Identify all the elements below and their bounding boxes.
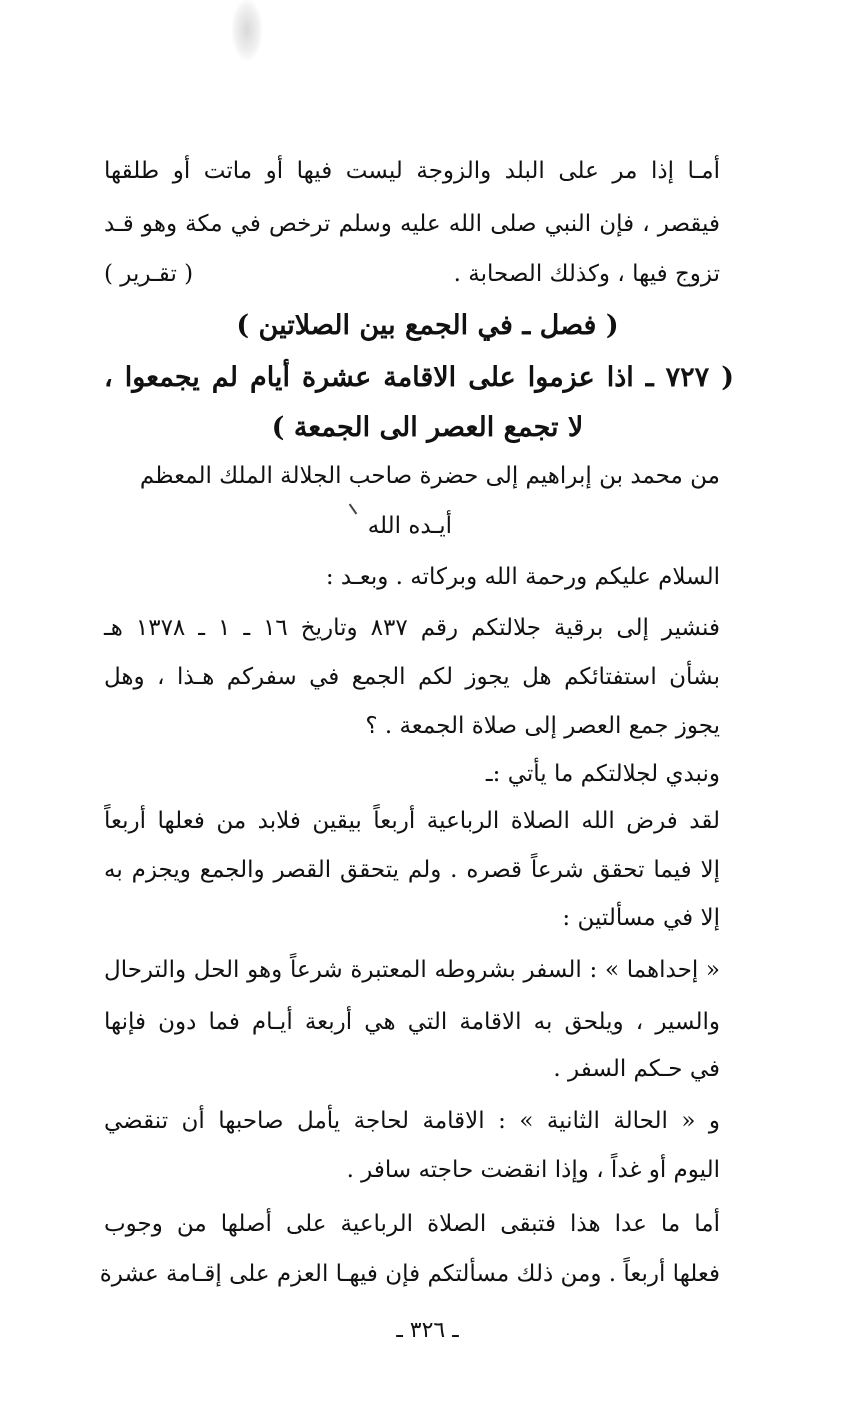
letter-honorific: أيـده الله bbox=[367, 513, 452, 539]
section-heading: ( فصل ـ في الجمع بين الصلاتين ) bbox=[236, 310, 619, 341]
text-line: فيقصر ، فإن النبي صلى الله عليه وسلم ترخص في مكة وهو قـد bbox=[104, 211, 720, 237]
text-line: ونبدي لجلالتكم ما يأتي :ـ bbox=[485, 761, 720, 787]
text-line: اليوم أو غداً ، وإذا انقضت حاجته سافر . bbox=[346, 1157, 720, 1183]
text-line-with-note bbox=[104, 263, 720, 286]
text-line: بشأن استفتائكم هل يجوز لكم الجمع في سفركم هـذا ، وهل bbox=[104, 664, 720, 690]
page-number: ـ ٣٢٦ ـ bbox=[396, 1318, 459, 1343]
text-line: لقد فرض الله الصلاة الرباعية أربعاً بيقين فلابد من فعلها أربعاً bbox=[104, 808, 720, 834]
source-note: ( تقـرير ) bbox=[104, 261, 194, 287]
text-line: يجوز جمع العصر إلى صلاة الجمعة . ؟ bbox=[365, 713, 720, 739]
text-line: تزوج فيها ، وكذلك الصحابة . bbox=[453, 261, 720, 287]
greeting-line: السلام عليكم ورحمة الله وبركاته . وبعـد : bbox=[325, 564, 720, 590]
text-line: و « الحالة الثانية » : الاقامة لحاجة يأمل صاحبها أن تنقضي bbox=[104, 1108, 720, 1134]
text-line: « إحداهما » : السفر بشروطه المعتبرة شرعاً وهو الحل والترحال bbox=[104, 957, 720, 983]
text-line: أما ما عدا هذا فتبقى الصلاة الرباعية على أصلها من وجوب bbox=[104, 1211, 720, 1237]
fatwa-heading-continued: لا تجمع العصر الى الجمعة ) bbox=[271, 412, 584, 443]
fatwa-heading: ( ٧٢٧ ـ اذا عزموا على الاقامة عشرة أيام لم يجمعوا ، bbox=[104, 362, 734, 393]
text-line: إلا فيما تحقق شرعاً قصره . ولم يتحقق القصر والجمع ويجزم به bbox=[104, 857, 720, 883]
text-line: والسير ، ويلحق به الاقامة التي هي أربعة أيـام فما دون فإنها bbox=[104, 1009, 720, 1035]
letter-sender-line: من محمد بن إبراهيم إلى حضرة صاحب الجلالة الملك المعظم bbox=[139, 463, 720, 489]
text-line: فعلها أربعاً . ومن ذلك مسألتكم فإن فيهـا العزم على إقـامة عشرة bbox=[99, 1261, 720, 1287]
text-line: في حـكم السفر . bbox=[553, 1056, 720, 1082]
text-line: إلا في مسألتين : bbox=[562, 905, 720, 931]
stray-mark bbox=[349, 504, 358, 515]
scan-smudge bbox=[232, 0, 262, 60]
text-line: أمـا إذا مر على البلد والزوجة ليست فيها أو ماتت أو طلقها bbox=[104, 158, 720, 184]
text-line: فنشير إلى برقية جلالتكم رقم ٨٣٧ وتاريخ ١٦ ـ ١ ـ ١٣٧٨ هـ bbox=[104, 615, 720, 641]
